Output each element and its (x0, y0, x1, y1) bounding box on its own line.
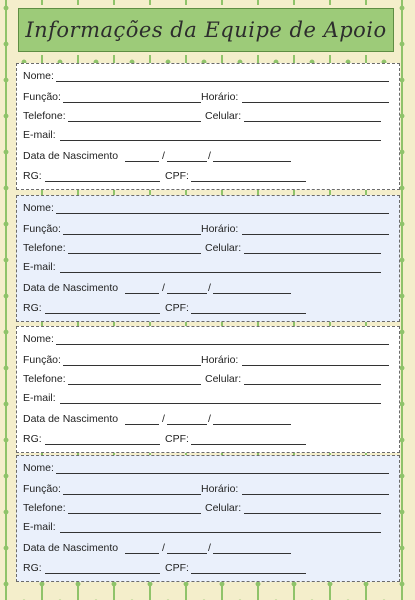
phone-field[interactable] (68, 501, 201, 514)
birth-day-field[interactable] (125, 412, 159, 425)
email-field[interactable] (60, 260, 381, 273)
schedule-field[interactable] (242, 482, 389, 495)
name-label: Nome: (23, 462, 54, 474)
form-row (23, 90, 395, 104)
role-field[interactable] (63, 353, 201, 366)
contact-card (16, 326, 400, 453)
cpf-label: CPF: (165, 302, 189, 314)
cpf-label: CPF: (165, 433, 189, 445)
schedule-field[interactable] (242, 353, 389, 366)
birth-year-field[interactable] (213, 541, 291, 554)
mobile-field[interactable] (244, 241, 381, 254)
cpf-field[interactable] (191, 301, 306, 314)
name-field[interactable] (56, 201, 389, 214)
cpf-field[interactable] (191, 561, 306, 574)
name-field[interactable] (56, 461, 389, 474)
rg-field[interactable] (45, 169, 160, 182)
form-row (23, 260, 395, 274)
form-row (23, 128, 395, 142)
phone-field[interactable] (68, 109, 201, 122)
name-label: Nome: (23, 333, 54, 345)
birth-day-field[interactable] (125, 281, 159, 294)
mobile-field[interactable] (244, 372, 381, 385)
form-row (23, 109, 395, 123)
birth-year-field[interactable] (213, 281, 291, 294)
form-row (23, 520, 395, 534)
schedule-label: Horário: (201, 91, 239, 103)
email-label: E-mail: (23, 521, 56, 533)
email-label: E-mail: (23, 392, 56, 404)
form-row (23, 461, 395, 475)
form-row (23, 501, 395, 515)
date-separator: / (162, 413, 165, 425)
date-separator: / (162, 150, 165, 162)
rg-field[interactable] (45, 301, 160, 314)
title-banner (18, 8, 394, 52)
form-row (23, 541, 395, 555)
phone-field[interactable] (68, 372, 201, 385)
form-row (23, 412, 395, 426)
contact-card (16, 455, 400, 582)
schedule-label: Horário: (201, 354, 239, 366)
mobile-label: Celular: (205, 502, 242, 514)
birth-day-field[interactable] (125, 149, 159, 162)
date-separator: / (162, 542, 165, 554)
date-separator: / (208, 413, 211, 425)
role-label: Função: (23, 91, 61, 103)
name-label: Nome: (23, 70, 54, 82)
schedule-field[interactable] (242, 222, 389, 235)
birth-month-field[interactable] (167, 412, 207, 425)
date-separator: / (208, 150, 211, 162)
cpf-field[interactable] (191, 432, 306, 445)
schedule-label: Horário: (201, 223, 239, 235)
form-row (23, 432, 395, 446)
form-row (23, 241, 395, 255)
birth-month-field[interactable] (167, 541, 207, 554)
birth-month-field[interactable] (167, 149, 207, 162)
email-field[interactable] (60, 128, 381, 141)
schedule-label: Horário: (201, 483, 239, 495)
birthdate-label: Data de Nascimento (23, 413, 119, 425)
form-row (23, 149, 395, 163)
form-row (23, 69, 395, 83)
birth-year-field[interactable] (213, 149, 291, 162)
form-row (23, 482, 395, 496)
cpf-label: CPF: (165, 170, 189, 182)
email-label: E-mail: (23, 261, 56, 273)
role-label: Função: (23, 223, 61, 235)
phone-label: Telefone: (23, 373, 66, 385)
rg-field[interactable] (45, 432, 160, 445)
name-label: Nome: (23, 202, 54, 214)
role-field[interactable] (63, 482, 201, 495)
form-row (23, 169, 395, 183)
phone-label: Telefone: (23, 110, 66, 122)
form-row (23, 391, 395, 405)
mobile-label: Celular: (205, 110, 242, 122)
birthdate-label: Data de Nascimento (23, 542, 119, 554)
mobile-field[interactable] (244, 501, 381, 514)
role-field[interactable] (63, 222, 201, 235)
date-separator: / (162, 282, 165, 294)
email-field[interactable] (60, 391, 381, 404)
mobile-label: Celular: (205, 242, 242, 254)
role-label: Função: (23, 483, 61, 495)
mobile-label: Celular: (205, 373, 242, 385)
contact-card (16, 195, 400, 322)
birth-day-field[interactable] (125, 541, 159, 554)
phone-label: Telefone: (23, 242, 66, 254)
rg-label: RG: (23, 170, 42, 182)
role-field[interactable] (63, 90, 201, 103)
schedule-field[interactable] (242, 90, 389, 103)
phone-field[interactable] (68, 241, 201, 254)
birthdate-label: Data de Nascimento (23, 282, 119, 294)
form-row (23, 201, 395, 215)
name-field[interactable] (56, 69, 389, 82)
birth-year-field[interactable] (213, 412, 291, 425)
date-separator: / (208, 282, 211, 294)
phone-label: Telefone: (23, 502, 66, 514)
contact-card (16, 63, 400, 190)
form-row (23, 281, 395, 295)
cpf-label: CPF: (165, 562, 189, 574)
rg-label: RG: (23, 302, 42, 314)
role-label: Função: (23, 354, 61, 366)
form-row (23, 372, 395, 386)
birthdate-label: Data de Nascimento (23, 150, 119, 162)
form-row (23, 332, 395, 346)
email-field[interactable] (60, 520, 381, 533)
name-field[interactable] (56, 332, 389, 345)
form-row (23, 301, 395, 315)
email-label: E-mail: (23, 129, 56, 141)
cpf-field[interactable] (191, 169, 306, 182)
rg-field[interactable] (45, 561, 160, 574)
rg-label: RG: (23, 433, 42, 445)
form-row (23, 561, 395, 575)
rg-label: RG: (23, 562, 42, 574)
mobile-field[interactable] (244, 109, 381, 122)
form-row (23, 353, 395, 367)
birth-month-field[interactable] (167, 281, 207, 294)
page-title: Informações da Equipe de Apoio (25, 18, 387, 42)
date-separator: / (208, 542, 211, 554)
form-row (23, 222, 395, 236)
